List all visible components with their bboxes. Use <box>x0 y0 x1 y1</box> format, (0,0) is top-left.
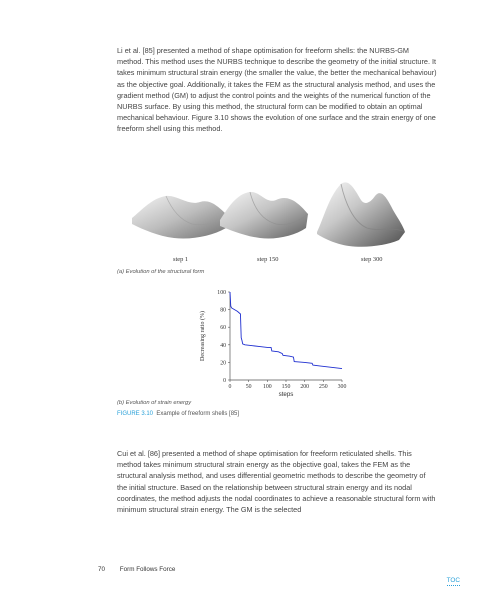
y-tick-label: 20 <box>220 360 226 367</box>
step-label-150: step 150 <box>257 256 279 263</box>
y-axis-label: Decreasing ratio (%) <box>200 311 206 361</box>
x-tick-label: 50 <box>245 384 252 390</box>
y-tick-label: 80 <box>220 307 226 314</box>
x-tick-label: 300 <box>337 384 347 390</box>
shell-step-300-image <box>315 176 407 250</box>
shell-step-150-image <box>218 180 310 246</box>
subcaption-a: (a) Evolution of the structural form <box>117 269 205 275</box>
page-footer <box>98 566 175 573</box>
figure-caption <box>117 411 239 417</box>
x-tick-label: 200 <box>300 384 310 390</box>
x-tick-label: 0 <box>228 384 232 390</box>
shell-step-1-image <box>130 176 230 246</box>
series-line-0 <box>230 292 342 369</box>
page-number: 70 <box>98 566 106 573</box>
figure-title: Example of freeform shells [85] <box>156 411 240 417</box>
y-tick-label: 0 <box>223 378 226 384</box>
book-title: Form Follows Force <box>119 566 176 573</box>
body-paragraph-2: Cui et al. [86] presented a method of shape optimisation for freeform reticulated shells. This method takes minimum structural strain energy as the objective goal, takes the FEM as the structural analysis method, and uses differential geometric methods to describe the geometry of the initial structure. Based on the relationship between structural strain energy and its nodal coordinates, the method adjusts the nodal coordinates to achieve a reasonable structural form with minimum structural strain energy. The GM is the selected <box>117 449 436 515</box>
subcaption-b: (b) Evolution of strain energy <box>117 400 192 406</box>
x-tick-label: 100 <box>262 384 272 390</box>
step-label-1: step 1 <box>173 256 189 263</box>
step-label-300: step 300 <box>361 256 383 263</box>
body-paragraph-1: Li et al. [85] presented a method of shape optimisation for freeform shells: the NURBS-GM method. This method uses the NURBS technique to describe the geometry of the initial structure. It takes minimum structural strain energy (the smaller the value, the better the mechanical behaviour) as the objective goal. Additionally, it takes the FEM as the structural analysis method, and uses the gradient method (GM) to adjust the control points and the weights of the numerical function of the NURBS surface. By using this method, the structural form can be modified to obtain an optimal mechanical behaviour. Figure 3.10 shows the evolution of one surface and the strain energy of one freeform shell using this method. <box>117 46 437 134</box>
x-tick-label: 250 <box>318 384 328 390</box>
y-tick-label: 60 <box>220 325 226 332</box>
y-tick-label: 40 <box>220 342 226 349</box>
strain-energy-chart <box>192 284 352 400</box>
x-axis-label: steps <box>278 391 294 398</box>
x-tick-label: 150 <box>281 384 291 390</box>
y-tick-label: 100 <box>217 290 226 296</box>
toc-link[interactable]: TOC <box>446 577 460 584</box>
figure-number: FIGURE 3.10 <box>117 411 154 417</box>
